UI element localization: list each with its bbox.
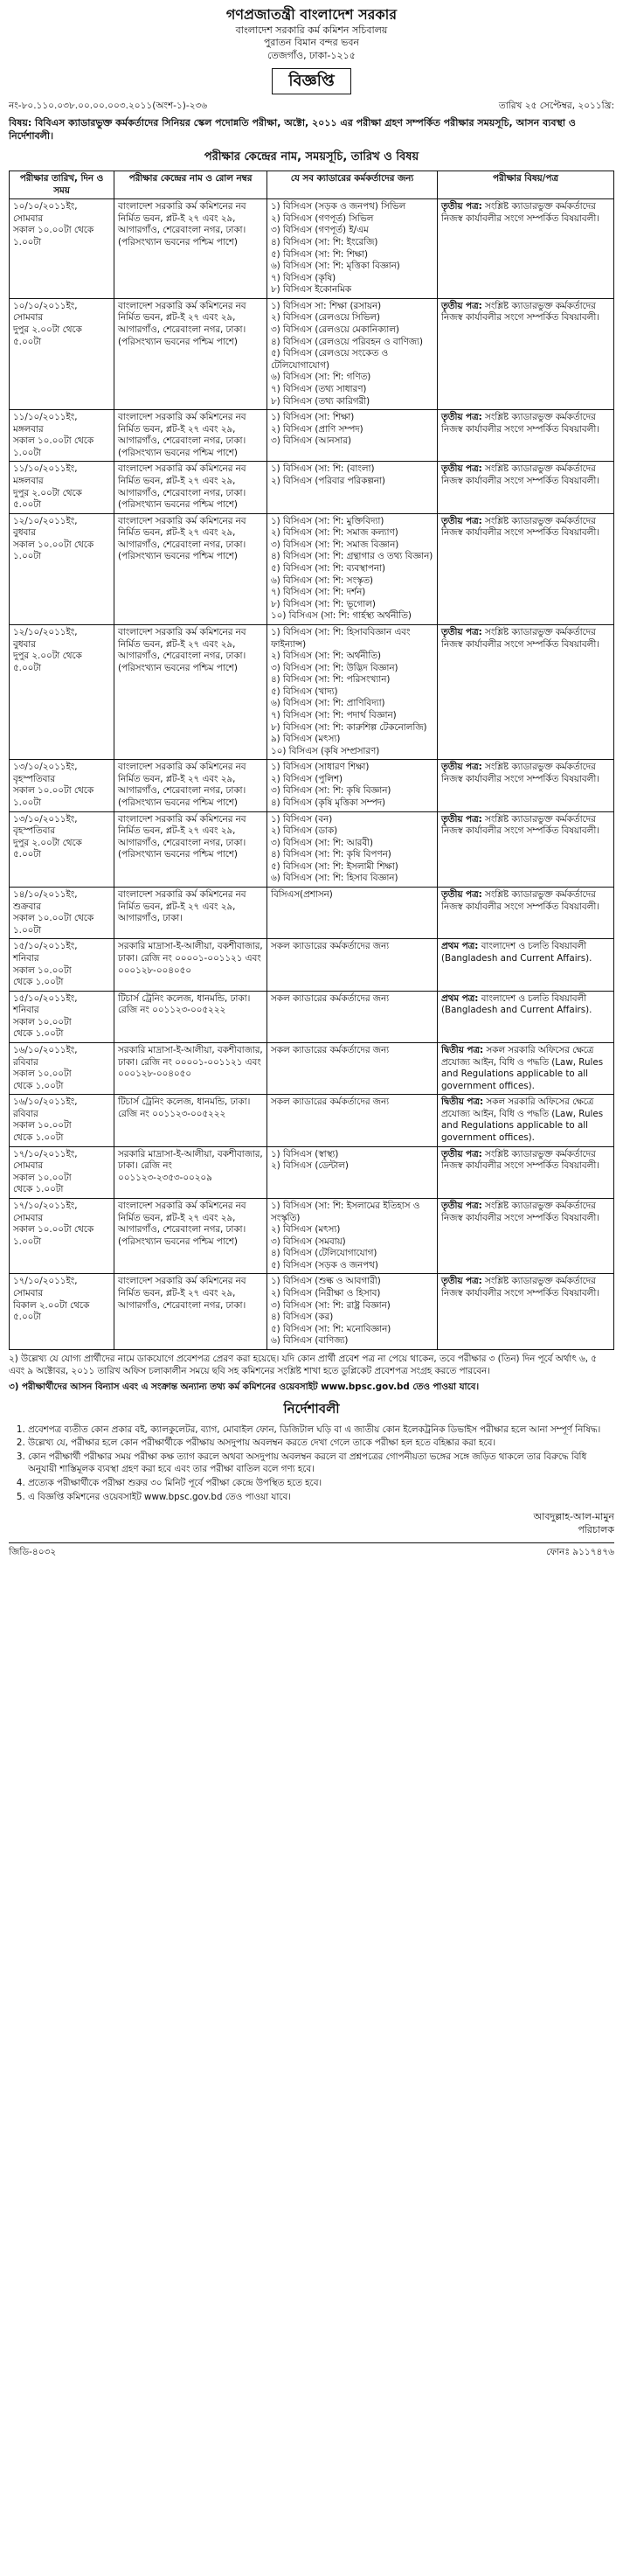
- cadre-item: ৭) বিসিএস (সা: শি: দর্শন): [271, 587, 366, 598]
- table-row: [10, 1146, 614, 1198]
- paper-label: তৃতীয় পত্র:: [441, 412, 482, 423]
- cadres-cell: [267, 462, 438, 513]
- reference-date: তারিখ ২৫ সেপ্টেম্বর, ২০১১খ্রি:: [498, 101, 614, 112]
- paper-label: প্রথম পত্র:: [441, 992, 479, 1004]
- column-header-center: পরীক্ষার কেন্দ্রের নাম ও রোল নম্বর: [114, 171, 267, 199]
- phone-number: ফোনঃ ৯১১৭৪৭৬: [546, 1546, 614, 1557]
- exam-center-cell: বাংলাদেশ সরকারি কর্ম কমিশনের নব নির্মিত ভবন, প্লট-ই ২৭ এবং ২৯, আগারগাঁও, শেরেবাংলা নগর, ঢাকা। (পরিসংখ্যান ভবনের পশ্চিম পাশে): [114, 199, 267, 299]
- cadre-item: ৩) বিসিএস (রেলওয়ে মেকানিক্যাল): [271, 324, 399, 336]
- cadre-item: ১) বিসিএস (সা: শি: মুক্তিবিদ্যা): [271, 515, 384, 526]
- paper-label: তৃতীয় পত্র:: [441, 201, 482, 212]
- exam-subject-cell: [438, 939, 614, 991]
- cadre-item: ৯) বিসিএস (মৎস্য): [271, 734, 341, 745]
- exam-date-cell: ১৩/১০/২০১১ইং, বৃহস্পতিবার দুপুর ২.০০টা থেকে ৫.০০টা: [10, 811, 114, 887]
- signatory-title: পরিচালক: [578, 1523, 614, 1535]
- exam-date-cell: ১৫/১০/২০১১ইং, শনিবার সকাল ১০.০০টা থেকে ১.০০টা: [10, 939, 114, 991]
- instruction-item: 2. উল্লেখ্য যে, পরীক্ষার হলে কোন পরীক্ষার্থীকে পরীক্ষায় অসদুপায় অবলম্বন করতে দেখা গেলে তাকে পরীক্ষা হল হতে বহিষ্কার করা হবে।: [28, 1438, 614, 1450]
- cadre-item: ৩) বিসিএস (সমবায়): [271, 1236, 346, 1247]
- cadre-item: ৪) বিসিএস (কর): [271, 1312, 334, 1323]
- cadre-item: ৬) বিসিএস (সা: শি: প্রাণিবিদ্যা): [271, 698, 385, 709]
- exam-center-cell: সরকারি মাদ্রাসা-ই-আলীয়া, বকশীবাজার, ঢাকা। রেজি নং ০০০০১-০০১১২১ এবং ০০০১২৮-০০৪০৫০: [114, 1043, 267, 1095]
- exam-center-cell: বাংলাদেশ সরকারি কর্ম কমিশনের নব নির্মিত ভবন, প্লট-ই ২৭ এবং ২৯, আগারগাঁও, শেরেবাংলা নগর, ঢাকা। (পরিসংখ্যান ভবনের পশ্চিম পাশে): [114, 760, 267, 811]
- exam-date-cell: ১০/১০/২০১১ইং, সোমবার সকাল ১০.০০টা থেকে ১.০০টা: [10, 199, 114, 299]
- cadre-item: ৫) বিসিএস (সড়ক ও জনপথ): [271, 1259, 378, 1271]
- cadre-item: ৮) বিসিএস ইকোনমিক: [271, 284, 352, 296]
- paper-subject: সংশ্লিষ্ট ক্যাডারভুক্ত কর্মকর্তাদের নিজস্ব কার্যাবলীর সংগে সম্পর্কিত বিষয়াবলী।: [441, 626, 599, 650]
- cadre-item: সকল ক্যাডারের কর্মকর্তাদের জন্য: [271, 1097, 390, 1108]
- paper-subject: সংশ্লিষ্ট ক্যাডারভুক্ত কর্মকর্তাদের নিজস্ব কার্যাবলীর সংগে সম্পর্কিত বিষয়াবলী।: [441, 201, 599, 224]
- footnote-website: ৩) পরীক্ষার্থীদের আসন বিন্যাস এবং এ সংক্রান্ত অন্যান্য তথ্য কর্ম কমিশনের ওয়েবসাইট www.bpsc.gov.bd তেও পাওয়া যাবে।: [9, 1381, 480, 1392]
- cadres-cell: [267, 888, 438, 939]
- paper-subject: সংশ্লিষ্ট ক্যাডারভুক্ত কর্মকর্তাদের নিজস্ব কার্যাবলীর সংগে সম্পর্কিত বিষয়াবলী।: [441, 1276, 599, 1298]
- exam-center-cell: টিচার্স ট্রেনিং কলেজ, ধানমন্ডি, ঢাকা। রেজি নং ০০১১২৩-০০৫২২২: [114, 1095, 267, 1146]
- cadre-item: ৬) বিসিএস (সা: শি: মৃত্তিকা বিজ্ঞান): [271, 261, 400, 272]
- exam-subject-cell: [438, 1095, 614, 1146]
- cadres-cell: [267, 298, 438, 409]
- cadres-cell: [267, 513, 438, 624]
- cadre-item: ৪) বিসিএস (সা: শি: গ্রন্থাগার ও তথ্য বিজ্ঞান): [271, 551, 433, 562]
- cadre-item: ৭) বিসিএস (কৃষি): [271, 272, 336, 283]
- exam-date-cell: ১৪/১০/২০১১ইং, শুক্রবার সকাল ১০.০০টা থেকে ১.০০টা: [10, 888, 114, 939]
- paper-label: তৃতীয় পত্র:: [441, 1276, 482, 1287]
- exam-date-cell: ১২/১০/২০১১ইং, বুধবার সকাল ১০.০০টা থেকে ১.০০টা: [10, 513, 114, 624]
- table-header-row: [10, 171, 614, 199]
- table-row: [10, 462, 614, 513]
- cadres-cell: [267, 760, 438, 811]
- cadre-item: ৩) বিসিএস (আনসার): [271, 435, 351, 447]
- cadre-item: ৪) বিসিএস (সা: শি: ইংরেজি): [271, 237, 378, 247]
- cadre-item: সকল ক্যাডারের কর্মকর্তাদের জন্য: [271, 1045, 390, 1055]
- exam-center-cell: সরকারি মাদ্রাসা-ই-আলীয়া, বকশীবাজার, ঢাকা। রেজি নং ০০১১২৩-২৩৫৩-০০২০৯: [114, 1146, 267, 1198]
- paper-label: তৃতীয় পত্র:: [441, 626, 482, 637]
- cadre-item: ৭) বিসিএস (তথ্য সাধারণ): [271, 383, 367, 394]
- paper-label: তৃতীয় পত্র:: [441, 889, 482, 901]
- exam-subject-cell: [438, 991, 614, 1042]
- exam-center-cell: বাংলাদেশ সরকারি কর্ম কমিশনের নব নির্মিত ভবন, প্লট-ই ২৭ এবং ২৯, আগারগাঁও, শেরেবাংলা নগর, ঢাকা। (পরিসংখ্যান ভবনের পশ্চিম পাশে): [114, 811, 267, 887]
- table-row: [10, 1274, 614, 1349]
- notice-title: বিজ্ঞপ্তি: [272, 68, 350, 94]
- instructions-list: [9, 1424, 614, 1504]
- cadre-item: ১) বিসিএস (সাধারণ শিক্ষা): [271, 762, 370, 773]
- cadre-item: ২) বিসিএস (ডেন্টাল): [271, 1160, 349, 1172]
- cadre-item: ৫) বিসিএস (রেলওয়ে সংকেত ও টেলিযোগাযোগ): [271, 348, 389, 371]
- exam-subject-cell: [438, 1043, 614, 1095]
- exam-date-cell: ১১/১০/২০১১ইং, মঙ্গলবার দুপুর ২.০০টা থেকে ৫.০০টা: [10, 462, 114, 513]
- exam-center-cell: বাংলাদেশ সরকারি কর্ম কমিশনের নব নির্মিত ভবন, প্লট-ই ২৭ এবং ২৯, আগারগাঁও, শেরেবাংলা নগর, ঢাকা।: [114, 1274, 267, 1349]
- cadre-item: ৩) বিসিএস (সা: শি: রাষ্ট্র বিজ্ঞান): [271, 1299, 391, 1311]
- paper-subject: সংশ্লিষ্ট ক্যাডারভুক্ত কর্মকর্তাদের নিজস্ব কার্যাবলীর সংগে সম্পর্কিত বিষয়াবলী।: [441, 813, 599, 837]
- paper-label: তৃতীয় পত্র:: [441, 1200, 482, 1211]
- instructions-title: নির্দেশাবলী: [283, 1400, 340, 1417]
- instruction-item: 4. প্রত্যেক পরীক্ষার্থীকে পরীক্ষা শুরুর ৩০ মিনিট পূর্বে পরীক্ষা কেন্দ্রে উপস্থিত হতে হবে।: [28, 1478, 614, 1490]
- paper-label: দ্বিতীয় পত্র:: [441, 1045, 484, 1055]
- column-header-subject: পরীক্ষার বিষয়/পত্র: [438, 171, 614, 199]
- exam-center-cell: বাংলাদেশ সরকারি কর্ম কমিশনের নব নির্মিত ভবন, প্লট-ই ২৭ এবং ২৯, আগারগাঁও, শেরেবাংলা নগর, ঢাকা। (পরিসংখ্যান ভবনের পশ্চিম পাশে): [114, 298, 267, 409]
- cadre-item: ১) বিসিএস (সড়ক ও জনপথ) সিভিল: [271, 201, 406, 212]
- cadre-item: বিসিএস(প্রশাসন): [271, 889, 333, 901]
- exam-subject-cell: [438, 760, 614, 811]
- cadre-item: ৮) বিসিএস (সা: শি: কারুশিল্প টেকনোলজি): [271, 721, 427, 733]
- table-body: [10, 199, 614, 1350]
- exam-subject-cell: [438, 462, 614, 513]
- office-name: বাংলাদেশ সরকারি কর্ম কমিশন সচিবালয়: [235, 24, 388, 36]
- cadre-item: ৬) বিসিএস (সা: শি: হিসাব বিজ্ঞান): [271, 873, 398, 884]
- office-address: তেজগাঁও, ঢাকা-১২১৫: [267, 50, 356, 62]
- cadre-item: ৪) বিসিএস (কৃষি মৃত্তিকা সম্পদ): [271, 797, 386, 809]
- subject-line: বিষয়: বিবিএস ক্যাডারভুক্ত কর্মকর্তাদের সিনিয়র স্কেল পদোন্নতি পরীক্ষা, অক্টো, ২০১১ এর পরীক্ষা গ্রহণ সম্পর্কিত পরীক্ষার সময়সূচি, আসন ব্যবস্থা ও নির্দেশাবলী।: [9, 117, 576, 143]
- paper-label: দ্বিতীয় পত্র:: [441, 1097, 484, 1108]
- table-row: [10, 513, 614, 624]
- signatory-name: আবদুল্লাহ-আল-মামুন: [533, 1510, 614, 1522]
- cadre-item: ৪) বিসিএস (টেলিযোগাযোগ): [271, 1248, 377, 1259]
- cadres-cell: [267, 1198, 438, 1273]
- paper-label: তৃতীয় পত্র:: [441, 463, 482, 475]
- paper-label: তৃতীয় পত্র:: [441, 515, 482, 526]
- cadres-cell: [267, 939, 438, 991]
- cadre-item: ১) বিসিএস (সা: শি: ইসলামের ইতিহাস ও সংস্কৃতি): [271, 1200, 420, 1223]
- exam-subject-cell: [438, 888, 614, 939]
- paper-subject: সংশ্লিষ্ট ক্যাডারভুক্ত কর্মকর্তাদের নিজস্ব কার্যাবলীর সংগে সম্পর্কিত বিষয়াবলী।: [441, 1148, 599, 1172]
- table-row: [10, 1095, 614, 1146]
- exam-date-cell: ১৭/১০/২০১১ইং, সোমবার সকাল ১০.০০টা থেকে ১.০০টা: [10, 1198, 114, 1273]
- cadres-cell: [267, 991, 438, 1042]
- table-row: [10, 760, 614, 811]
- exam-date-cell: ১০/১০/২০১১ইং, সোমবার দুপুর ২.০০টা থেকে ৫.০০টা: [10, 298, 114, 409]
- cadre-item: ৩) বিসিএস (সা: শি: সমাজ বিজ্ঞান): [271, 539, 399, 550]
- cadre-item: ২) বিসিএস (সা: শি: সমাজ কল্যাণ): [271, 527, 398, 539]
- cadre-item: ২) বিসিএস (গণপূর্ত) সিভিল: [271, 212, 374, 224]
- cadre-item: ৩) বিসিএস (সা: শি: উদ্ভিদ বিজ্ঞান): [271, 662, 398, 673]
- paper-subject: সংশ্লিষ্ট ক্যাডারভুক্ত কর্মকর্তাদের নিজস্ব কার্যাবলীর সংগে সম্পর্কিত বিষয়াবলী।: [441, 412, 599, 435]
- table-row: [10, 939, 614, 991]
- instruction-item: 5. এ বিজ্ঞপ্তি কমিশনের ওয়েবসাইট www.bpsc.gov.bd তেও পাওয়া যাবে।: [28, 1492, 614, 1504]
- exam-subject-cell: [438, 298, 614, 409]
- paper-subject: সংশ্লিষ্ট ক্যাডারভুক্ত কর্মকর্তাদের নিজস্ব কার্যাবলীর সংগে সম্পর্কিত বিষয়াবলী।: [441, 889, 599, 912]
- bottom-bar: [9, 1542, 614, 1561]
- gd-code: জিডি-৪০৩২: [9, 1546, 57, 1557]
- exam-subject-cell: [438, 624, 614, 759]
- cadre-item: ২) বিসিএস (রেলওয়ে সিভিল): [271, 312, 380, 324]
- signature-block: [9, 1511, 614, 1537]
- cadre-item: ১) বিসিএস (সা: শিক্ষা): [271, 412, 355, 423]
- table-row: [10, 199, 614, 299]
- table-row: [10, 1043, 614, 1095]
- cadre-item: ৪) বিসিএস (রেলওয়ে পরিবহন ও বাণিজ্য): [271, 336, 424, 347]
- cadre-item: ১) বিসিএস (সা: শি: (বাংলা): [271, 463, 375, 475]
- header: [9, 5, 614, 98]
- exam-center-cell: বাংলাদেশ সরকারি কর্ম কমিশনের নব নির্মিত ভবন, প্লট-ই ২৭ এবং ২৯, আগারগাঁও, শেরেবাংলা নগর, ঢাকা। (পরিসংখ্যান ভবনের পশ্চিম পাশে): [114, 624, 267, 759]
- exam-center-cell: বাংলাদেশ সরকারি কর্ম কমিশনের নব নির্মিত ভবন, প্লট-ই ২৭ এবং ২৯, আগারগাঁও, শেরেবাংলা নগর, ঢাকা। (পরিসংখ্যান ভবনের পশ্চিম পাশে): [114, 410, 267, 462]
- cadre-item: ৭) বিসিএস (সা: শি: পদার্থ বিজ্ঞান): [271, 709, 397, 721]
- paper-subject: সংশ্লিষ্ট ক্যাডারভুক্ত কর্মকর্তাদের নিজস্ব কার্যাবলীর সংগে সম্পর্কিত বিষয়াবলী।: [441, 463, 599, 486]
- cadre-item: ৫) বিসিএস (সা: শি: ব্যবস্থাপনা): [271, 563, 386, 574]
- cadre-item: ৩) বিসিএস (গণপূর্ত) ই/এম: [271, 225, 369, 236]
- exam-center-cell: বাংলাদেশ সরকারি কর্ম কমিশনের নব নির্মিত ভবন, প্লট-ই ২৭ এবং ২৯, আগারগাঁও, শেরেবাংলা নগর, ঢাকা। (পরিসংখ্যান ভবনের পশ্চিম পাশে): [114, 462, 267, 513]
- schedule-table: [9, 171, 614, 1350]
- column-header-cadres: যে সব ক্যাডারের কর্মকর্তাদের জন্য: [267, 171, 438, 199]
- cadre-item: ৬) বিসিএস (সা: শি: গণিত): [271, 372, 371, 383]
- cadre-item: ১) বিসিএস (সা: শি: হিসাববিজ্ঞান এবং ফাইন্যান্স): [271, 626, 411, 650]
- building-name: পুরাতন বিমান বন্দর ভবন: [263, 37, 360, 49]
- exam-subject-cell: [438, 811, 614, 887]
- cadres-cell: [267, 1095, 438, 1146]
- cadres-cell: [267, 199, 438, 299]
- exam-subject-cell: [438, 410, 614, 462]
- gov-title: গণপ্রজাতন্ত্রী বাংলাদেশ সরকার: [225, 6, 398, 23]
- exam-subject-cell: [438, 1274, 614, 1349]
- cadre-item: ৬) বিসিএস (বাণিজ্য): [271, 1335, 349, 1347]
- paper-subject: সংশ্লিষ্ট ক্যাডারভুক্ত কর্মকর্তাদের নিজস্ব কার্যাবলীর সংগে সম্পর্কিত বিষয়াবলী।: [441, 300, 599, 324]
- cadre-item: সকল ক্যাডারের কর্মকর্তাদের জন্য: [271, 941, 390, 952]
- cadre-item: ৮) বিসিএস (সা: শি: ভূগোল): [271, 598, 376, 609]
- exam-date-cell: ১২/১০/২০১১ইং, বুধবার দুপুর ২.০০টা থেকে ৫.০০টা: [10, 624, 114, 759]
- cadre-item: সকল ক্যাডারের কর্মকর্তাদের জন্য: [271, 992, 390, 1004]
- exam-date-cell: ১৬/১০/২০১১ইং, রবিবার সকাল ১০.০০টা থেকে ১.০০টা: [10, 1043, 114, 1095]
- cadre-item: ২) বিসিএস (নিরীক্ষা ও হিসাব): [271, 1287, 381, 1298]
- table-row: [10, 298, 614, 409]
- reference-number: নং-৮০.১১০.০৩৮.০০.০০.০০৩.২০১১(অংশ-১)-২৩৬: [9, 101, 208, 112]
- table-row: [10, 991, 614, 1042]
- exam-date-cell: ১৬/১০/২০১১ইং, রবিবার সকাল ১০.০০টা থেকে ১.০০টা: [10, 1095, 114, 1146]
- cadre-item: ১) বিসিএস সা: শিক্ষা (রসায়ন): [271, 300, 382, 311]
- exam-center-cell: বাংলাদেশ সরকারি কর্ম কমিশনের নব নির্মিত ভবন, প্লট-ই ২৭ এবং ২৯, আগারগাঁও, শেরেবাংলা নগর, ঢাকা। (পরিসংখ্যান ভবনের পশ্চিম পাশে): [114, 513, 267, 624]
- cadre-item: ১) বিসিএস (শুল্ক ও আবগারী): [271, 1276, 381, 1287]
- exam-center-cell: বাংলাদেশ সরকারি কর্ম কমিশনের নব নির্মিত ভবন, প্লট-ই ২৭ এবং ২৯, আগারগাঁও, শেরেবাংলা নগর, ঢাকা। (পরিসংখ্যান ভবনের পশ্চিম পাশে): [114, 1198, 267, 1273]
- table-row: [10, 811, 614, 887]
- exam-center-cell: সরকারি মাদ্রাসা-ই-আলীয়া, বকশীবাজার, ঢাকা। রেজি নং ০০০০১-০০১১২১ এবং ০০০১২৮-০০৪০৫০: [114, 939, 267, 991]
- footnote-admit-card: ২) উল্লেখ্য যে যোগ্য প্রার্থীদের নামে ডাকযোগে প্রবেশপত্র প্রেরণ করা হয়েছে। যদি কোন প্রার্থী প্রবেশ পত্র না পেয়ে থাকেন, তবে পরীক্ষার ৩ (তিন) দিন পূর্বে অর্থাৎ ৬, ৫ এবং ৯ অক্টোবর, ২০১১ তারিখ অফিস চলাকালীন সময়ে ছবি সহ কমিশনের সংশ্লিষ্ট শাখা হতে ডুপ্লিকেট প্রবেশপত্র সংগ্রহ করতে পারবেন।: [9, 1353, 597, 1376]
- paper-subject: সংশ্লিষ্ট ক্যাডারভুক্ত কর্মকর্তাদের নিজস্ব কার্যাবলীর সংগে সম্পর্কিত বিষয়াবলী।: [441, 762, 599, 784]
- cadre-item: ২) বিসিএস (ডাক): [271, 825, 338, 837]
- cadres-cell: [267, 1146, 438, 1198]
- cadre-item: ৪) বিসিএস (সা: শি: পরিসংখ্যান): [271, 674, 391, 686]
- table-row: [10, 1198, 614, 1273]
- cadre-item: ২) বিসিএস (মৎস্য): [271, 1224, 341, 1236]
- exam-center-cell: বাংলাদেশ সরকারি কর্ম কমিশনের নব নির্মিত ভবন, প্লট-ই ২৭ এবং ২৯, আগারগাঁও, ঢাকা।: [114, 888, 267, 939]
- table-row: [10, 888, 614, 939]
- cadre-item: ২) বিসিএস (প্রাণি সম্পদ): [271, 423, 363, 435]
- paper-subject: বাংলাদেশ ও চলতি বিষয়াবলী (Bangladesh and Current Affairs).: [441, 992, 592, 1016]
- exam-date-cell: ১১/১০/২০১১ইং, মঙ্গলবার সকাল ১০.০০টা থেকে ১.০০টা: [10, 410, 114, 462]
- table-row: [10, 410, 614, 462]
- paper-label: প্রথম পত্র:: [441, 941, 479, 952]
- cadre-item: ৪) বিসিএস (সা: শি: কৃষি বিপণন): [271, 849, 391, 860]
- cadres-cell: [267, 624, 438, 759]
- exam-subject-cell: [438, 199, 614, 299]
- paper-subject: সকল সরকারি অফিসের ক্ষেত্রে প্রযোজ্য আইন, বিধি ও পদ্ধতি (Law, Rules and Regulations applicable to all government offices).: [441, 1045, 604, 1091]
- exam-subject-cell: [438, 1146, 614, 1198]
- paper-subject: সকল সরকারি অফিসের ক্ষেত্রে প্রযোজ্য আইন, বিধি ও পদ্ধতি (Law, Rules and Regulations applicable to all government offices).: [441, 1097, 604, 1144]
- cadre-item: ৩) বিসিএস (সা: শি: আরবী): [271, 837, 374, 848]
- paper-subject: বাংলাদেশ ও চলতি বিষয়াবলী (Bangladesh and Current Affairs).: [441, 941, 592, 964]
- column-header-date: পরীক্ষার তারিখ, দিন ও সময়: [10, 171, 114, 199]
- exam-center-cell: টিচার্স ট্রেনিং কলেজ, ধানমন্ডি, ঢাকা। রেজি নং ০০১১২৩-০০৫২২২: [114, 991, 267, 1042]
- cadre-item: ২) বিসিএস (সা: শি: অর্থনীতি): [271, 651, 382, 662]
- cadre-item: ৮) বিসিএস (তথ্য কারিগরী): [271, 395, 370, 407]
- cadre-item: ১) বিসিএস (বন): [271, 813, 333, 825]
- exam-date-cell: ১৭/১০/২০১১ইং, সোমবার সকাল ১০.০০টা থেকে ১.০০টা: [10, 1146, 114, 1198]
- paper-subject: সংশ্লিষ্ট ক্যাডারভুক্ত কর্মকর্তাদের নিজস্ব কার্যাবলীর সংগে সম্পর্কিত বিষয়াবলী।: [441, 1200, 599, 1223]
- instruction-item: 1. প্রবেশপত্র ব্যতীত কোন প্রকার বই, ক্যালকুলেটর, ব্যাগ, মোবাইল ফোন, ডিজিটাল ঘড়ি বা এ জাতীয় কোন ইলেকট্রনিক ডিভাইস পরীক্ষার হলে আনা সম্পূর্ণ নিষিদ্ধ।: [28, 1424, 614, 1437]
- cadre-item: ১) বিসিএস (স্বাস্থ্য): [271, 1148, 339, 1159]
- exam-date-cell: ১৩/১০/২০১১ইং, বৃহস্পতিবার সকাল ১০.০০টা থেকে ১.০০টা: [10, 760, 114, 811]
- paper-label: তৃতীয় পত্র:: [441, 300, 482, 311]
- cadre-item: ৬) বিসিএস (সা: শি: সংস্কৃত): [271, 574, 374, 586]
- cadre-item: ৩) বিসিএস (সা: শি: কৃষি বিজ্ঞান): [271, 785, 391, 797]
- exam-subject-cell: [438, 513, 614, 624]
- cadre-item: ২) বিসিএস (পরিবার পরিকল্পনা): [271, 475, 385, 486]
- cadre-item: ১০) বিসিএস (কৃষি সম্প্রসারণ): [271, 745, 380, 756]
- paper-label: তৃতীয় পত্র:: [441, 762, 482, 773]
- paper-label: তৃতীয় পত্র:: [441, 813, 482, 825]
- cadre-item: ৫) বিসিএস (সা: শি: মনোবিজ্ঞান): [271, 1323, 391, 1334]
- cadres-cell: [267, 1043, 438, 1095]
- paper-subject: সংশ্লিষ্ট ক্যাডারভুক্ত কর্মকর্তাদের নিজস্ব কার্যাবলীর সংগে সম্পর্কিত বিষয়াবলী।: [441, 515, 599, 539]
- cadre-item: ৫) বিসিএস (সা: শি: শিক্ষা): [271, 248, 369, 260]
- table-row: [10, 624, 614, 759]
- reference-line: [9, 100, 614, 115]
- schedule-title: পরীক্ষার কেন্দ্রের নাম, সময়সূচি, তারিখ ও বিষয়: [204, 150, 419, 164]
- cadre-item: ২) বিসিএস (পুলিশ): [271, 773, 343, 784]
- cadres-cell: [267, 1274, 438, 1349]
- cadres-cell: [267, 811, 438, 887]
- exam-date-cell: ১৫/১০/২০১১ইং, শনিবার সকাল ১০.০০টা থেকে ১.০০টা: [10, 991, 114, 1042]
- exam-date-cell: ১৭/১০/২০১১ইং, সোমবার বিকাল ২.০০টা থেকে ৫.০০টা: [10, 1274, 114, 1349]
- paper-label: তৃতীয় পত্র:: [441, 1148, 482, 1159]
- exam-subject-cell: [438, 1198, 614, 1273]
- cadre-item: ৫) বিসিএস (খাদ্য): [271, 686, 338, 697]
- cadre-item: ১০) বিসিএস (সা: শি: গার্হস্থ্য অর্থনীতি): [271, 610, 412, 622]
- cadre-item: ৫) বিসিএস (সা: শি: ইসলামী শিক্ষা): [271, 860, 398, 872]
- cadres-cell: [267, 410, 438, 462]
- instruction-item: 3. কোন পরীক্ষার্থী পরীক্ষার সময় পরীক্ষা কক্ষ ত্যাগ করলে অথবা অসদুপায় অবলম্বন করলে বা প্রশ্নপত্রের গোপনীয়তা ভঙ্গের সঙ্গে জড়িত থাকলে তার বিরুদ্ধে বিধি অনুযায়ী শাস্তিমূলক ব্যবস্থা গ্রহণ করা হবে এবং তার পরীক্ষা বাতিল বলে গণ্য হবে।: [28, 1452, 614, 1476]
